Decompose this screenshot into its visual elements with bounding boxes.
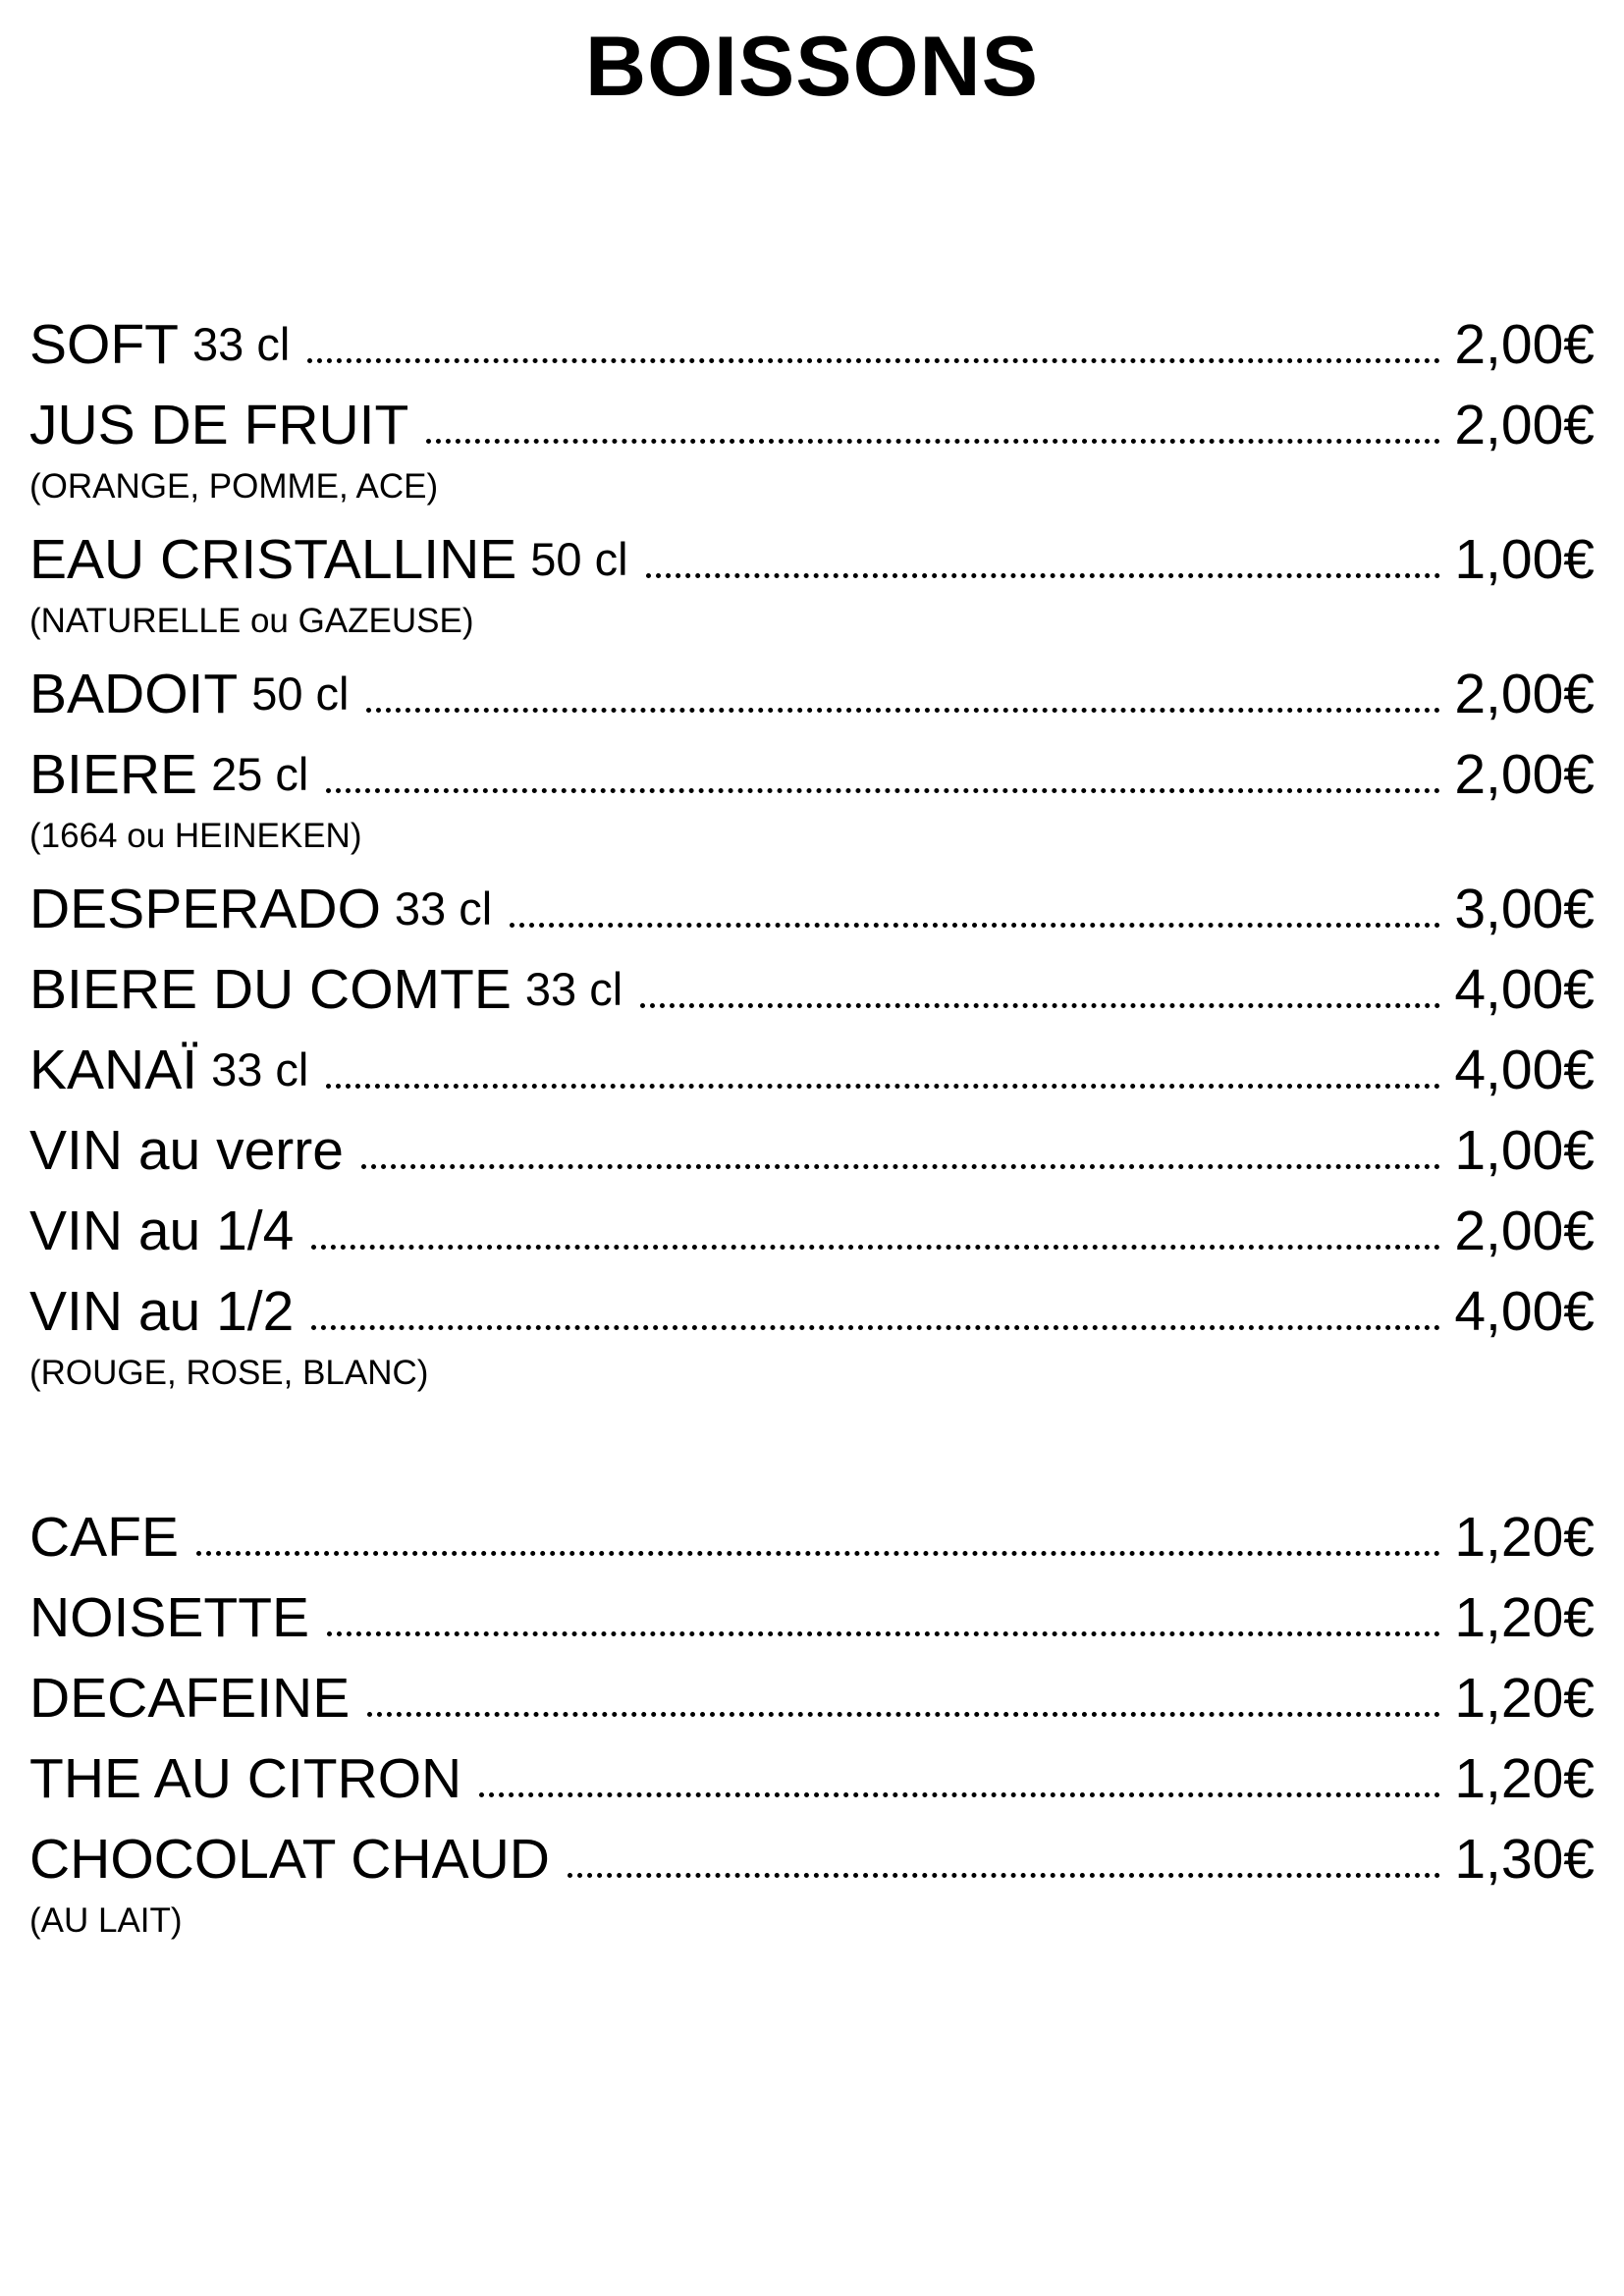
item-price: 1,20€ (1454, 1747, 1595, 1810)
item-note: (ORANGE, POMME, ACE) (29, 467, 439, 506)
menu-item-kanai (29, 1030, 1595, 1110)
menu-item-soft (29, 304, 1595, 385)
dot-leader (307, 358, 1440, 363)
menu-item-biere-du-comte (29, 949, 1595, 1030)
item-name: NOISETTE (29, 1586, 310, 1649)
item-name: DECAFEINE (29, 1667, 351, 1730)
dot-leader (361, 1164, 1440, 1169)
item-name: CAFE (29, 1506, 180, 1569)
item-name: CHOCOLAT CHAUD (29, 1828, 550, 1891)
menu-item-the-au-citron (29, 1738, 1595, 1819)
item-name: BIERE (29, 743, 198, 806)
item-price: 4,00€ (1454, 1039, 1595, 1101)
dot-leader (479, 1792, 1440, 1797)
item-name: BADOIT (29, 663, 239, 725)
menu-item-decafeine (29, 1658, 1595, 1738)
menu-item-desperado (29, 869, 1595, 949)
menu-item-vin-au-quart (29, 1191, 1595, 1271)
menu-item-badoit (29, 654, 1595, 734)
menu-item-vin-au-verre (29, 1110, 1595, 1191)
item-price: 3,00€ (1454, 878, 1595, 940)
item-price: 1,20€ (1454, 1506, 1595, 1569)
menu-item-chocolat-chaud (29, 1819, 1595, 1899)
item-price: 2,00€ (1454, 394, 1595, 456)
item-volume: 50 cl (530, 533, 628, 585)
item-volume: 33 cl (524, 963, 623, 1015)
item-price: 1,00€ (1454, 1119, 1595, 1182)
dot-leader (568, 1873, 1440, 1878)
item-name: BIERE DU COMTE (29, 958, 512, 1021)
menu-item-biere (29, 734, 1595, 815)
item-volume: 50 cl (251, 667, 350, 720)
item-name: VIN au verre (29, 1119, 344, 1182)
item-note: (AU LAIT) (29, 1901, 183, 1940)
item-price: 2,00€ (1454, 313, 1595, 376)
dot-leader (311, 1245, 1440, 1250)
item-price: 4,00€ (1454, 958, 1595, 1021)
item-name: VIN au 1/2 (29, 1280, 295, 1343)
dot-leader (327, 1631, 1440, 1636)
menu-item-noisette (29, 1577, 1595, 1658)
dot-leader (366, 708, 1440, 713)
item-name: KANAÏ (29, 1039, 198, 1101)
item-price: 1,20€ (1454, 1667, 1595, 1730)
menu-item-vin-au-demi (29, 1271, 1595, 1352)
page-title: BOISSONS (585, 20, 1039, 114)
dot-leader (196, 1551, 1440, 1556)
dot-leader (510, 923, 1440, 928)
dot-leader (326, 1084, 1440, 1089)
menu-item-eau-cristalline (29, 519, 1595, 600)
item-price: 1,00€ (1454, 528, 1595, 591)
dot-leader (311, 1325, 1440, 1330)
item-price: 1,30€ (1454, 1828, 1595, 1891)
item-note: (NATURELLE ou GAZEUSE) (29, 602, 474, 640)
hot-drinks-section (29, 1497, 1595, 1953)
item-note: (ROUGE, ROSE, BLANC) (29, 1354, 429, 1392)
cold-drinks-section (29, 304, 1595, 1406)
item-volume: 33 cl (192, 318, 291, 370)
item-volume: 25 cl (211, 748, 309, 800)
item-name: SOFT (29, 313, 179, 376)
item-name: JUS DE FRUIT (29, 394, 409, 456)
menu-item-cafe (29, 1497, 1595, 1577)
dot-leader (426, 439, 1440, 444)
item-price: 2,00€ (1454, 743, 1595, 806)
item-volume: 33 cl (394, 882, 493, 934)
menu-item-jus-de-fruit (29, 385, 1595, 465)
dot-leader (326, 788, 1440, 793)
item-name: DESPERADO (29, 878, 381, 940)
item-name: THE AU CITRON (29, 1747, 462, 1810)
item-note: (1664 ou HEINEKEN) (29, 817, 362, 855)
item-price: 4,00€ (1454, 1280, 1595, 1343)
item-price: 1,20€ (1454, 1586, 1595, 1649)
dot-leader (640, 1003, 1440, 1008)
item-price: 2,00€ (1454, 663, 1595, 725)
item-name: VIN au 1/4 (29, 1200, 295, 1262)
item-volume: 33 cl (211, 1043, 309, 1095)
item-price: 2,00€ (1454, 1200, 1595, 1262)
item-name: EAU CRISTALLINE (29, 528, 517, 591)
dot-leader (646, 573, 1441, 578)
dot-leader (367, 1712, 1440, 1717)
